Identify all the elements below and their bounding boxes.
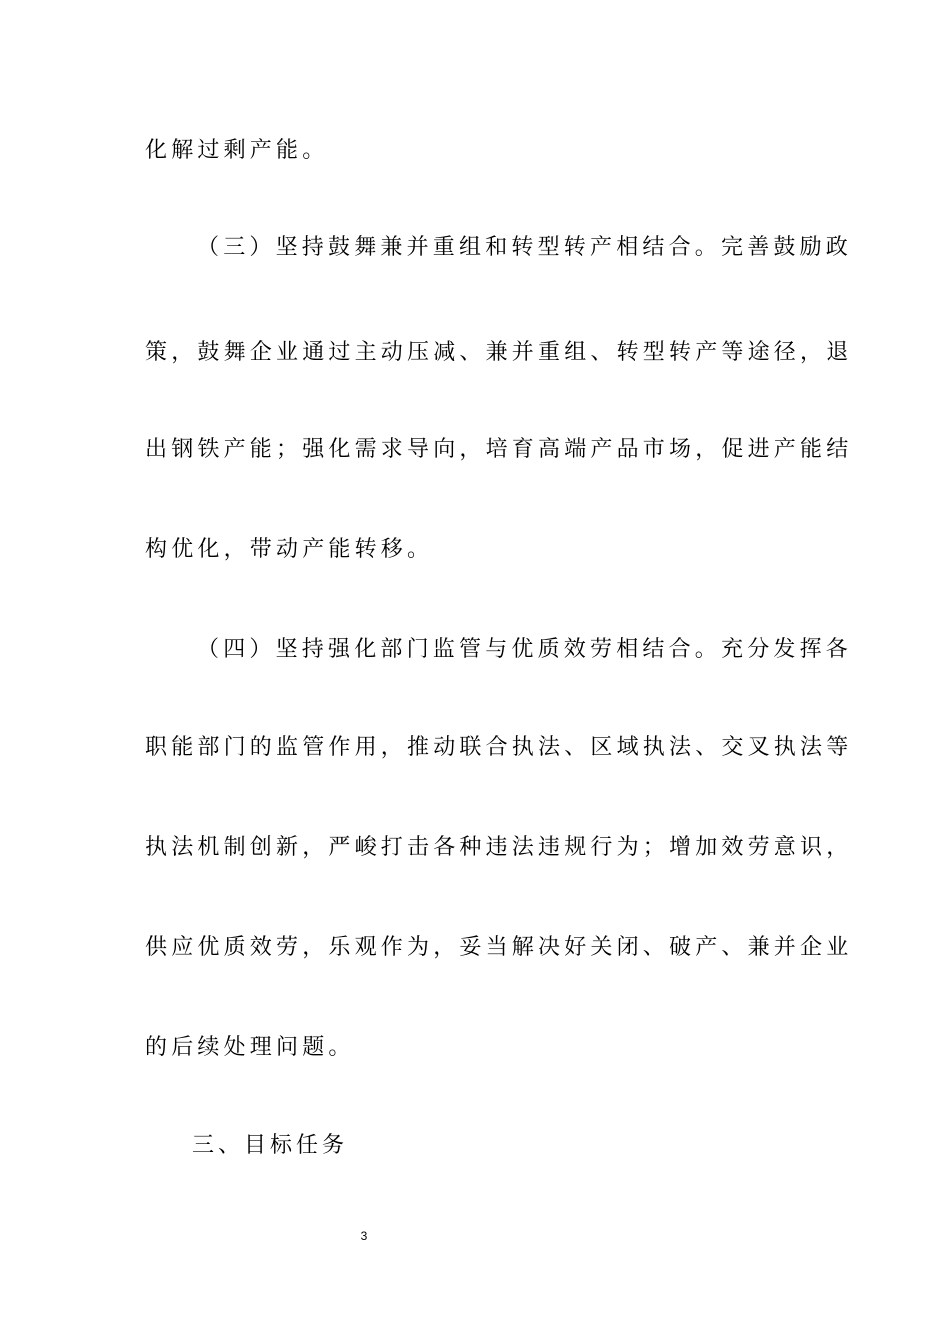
paragraph-line: 构优化，带动产能转移。 [145, 537, 434, 562]
paragraph-line: （四）坚持强化部门监管与优质效劳相结合。充分发挥各 [197, 637, 853, 662]
paragraph-line: 执法机制创新，严峻打击各种违法违规行为；增加效劳意识， [145, 835, 853, 860]
paragraph-line: 供应优质效劳，乐观作为，妥当解决好关闭、破产、兼并企业 [145, 935, 853, 960]
page-number: 3 [360, 1229, 368, 1243]
paragraph-line: 策，鼓舞企业通过主动压减、兼并重组、转型转产等途径，退 [145, 340, 853, 365]
paragraph-line: 的后续处理问题。 [145, 1035, 355, 1060]
paragraph-line: （三）坚持鼓舞兼并重组和转型转产相结合。完善鼓励政 [197, 235, 853, 260]
section-heading: 三、目标任务 [192, 1133, 349, 1158]
paragraph-line: 化解过剩产能。 [145, 138, 329, 163]
paragraph-line: 职能部门的监管作用，推动联合执法、区域执法、交叉执法等 [145, 735, 853, 760]
paragraph-line: 出钢铁产能；强化需求导向，培育高端产品市场，促进产能结 [145, 437, 853, 462]
